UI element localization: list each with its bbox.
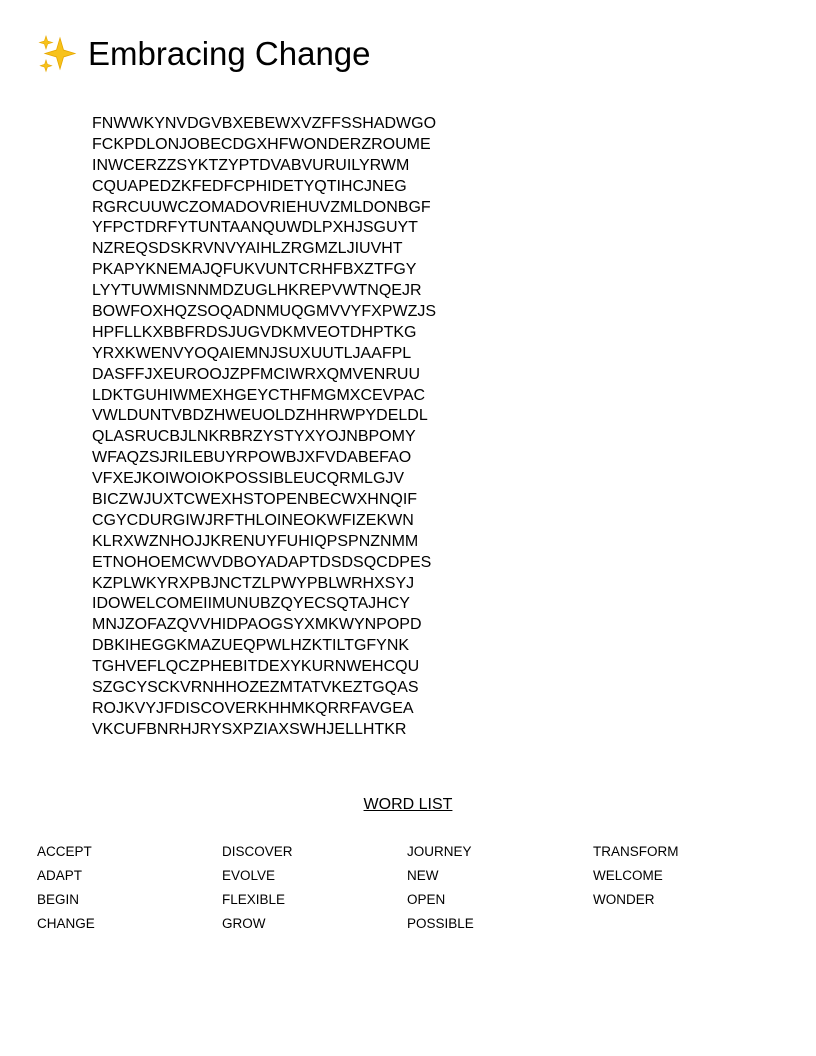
grid-row: ETNOHOEMCWVDBOYADAPTDSDSQCDPES bbox=[92, 553, 432, 571]
page-title-text: Embracing Change bbox=[88, 35, 371, 72]
word-list-item: GROW bbox=[222, 916, 266, 931]
word-list-item: ACCEPT bbox=[37, 844, 92, 859]
grid-row: NZREQSDSKRVNVYAIHLZRGMZLJIUVHT bbox=[92, 240, 403, 258]
word-list-item: OPEN bbox=[407, 892, 446, 907]
grid-row: RGRCUUWCZOMADOVRIEHUVZMLDONBGF bbox=[92, 198, 431, 216]
grid-row: WFAQZSJRILEBUYRPOWBJXFVDABEFAO bbox=[92, 449, 412, 467]
grid-row: VFXEJKOIWOIOKPOSSIBLEUCQRMLGJV bbox=[92, 470, 405, 488]
grid-row: KLRXWZNHOJJKRENUYFUHIQPSPNZNMM bbox=[92, 532, 419, 550]
grid-row: VKCUFBNRHJRYSXPZIAXSWHJELLHTKR bbox=[92, 720, 407, 738]
word-list-item: EVOLVE bbox=[222, 868, 276, 883]
word-list-item: ADAPT bbox=[37, 868, 83, 883]
grid-row: MNJZOFAZQVVHIDPAOGSYXMKWYNPOPD bbox=[92, 616, 422, 634]
grid-row: FCKPDLONJOBECDGXHFWONDERZROUME bbox=[92, 135, 431, 153]
word-list-item: NEW bbox=[407, 868, 439, 883]
grid-row: TGHVEFLQCZPHEBITDEXYKURNWEHCQU bbox=[92, 658, 420, 676]
word-list bbox=[37, 840, 797, 936]
grid-row: SZGCYSCKVRNHHOZEZMTATVKEZTGQAS bbox=[92, 679, 419, 697]
grid-row: QLASRUCBJLNKRBRZYSTYXYOJNBPOMY bbox=[92, 428, 416, 446]
sparkles-icon bbox=[36, 32, 80, 76]
grid-row: LDKTGUHIWMEXHGEYCTHFMGMXCEVPAC bbox=[92, 386, 426, 404]
grid-row: BICZWJUXTCWEXHSTOPENBECWXHNQIF bbox=[92, 491, 418, 509]
word-search-grid bbox=[92, 114, 722, 741]
word-list-item: WONDER bbox=[593, 892, 655, 907]
grid-row: DASFFJXEUROOJZPFMCIWRXQMVENRUU bbox=[92, 365, 420, 383]
word-list-item: POSSIBLE bbox=[407, 916, 474, 931]
grid-row: FNWWKYNVDGVBXEBEWXVZFFSSHADWGO bbox=[92, 115, 437, 132]
grid-row: KZPLWKYRXPBJNCTZLPWYPBLWRHXSYJ bbox=[92, 574, 415, 592]
word-list-item: BEGIN bbox=[37, 892, 80, 907]
grid-row: CQUAPEDZKFEDFCPHIDETYQTIHCJNEG bbox=[92, 177, 407, 195]
grid-row: VWLDUNTVBDZHWEUOLDZHHRWPYDELDL bbox=[92, 407, 428, 425]
page-title bbox=[36, 30, 371, 78]
word-list-item: DISCOVER bbox=[222, 844, 293, 859]
grid-row: INWCERZZSYKTZYPTDVABVURUILYRWM bbox=[92, 156, 410, 174]
grid-row: LYYTUWMISNNMDZUGLHKREPVWTNQEJR bbox=[92, 282, 422, 300]
grid-row: IDOWELCOMEIIMUNUBZQYECSQTAJHCY bbox=[92, 595, 410, 613]
grid-row: PKAPYKNEMAJQFUKVUNTCRHFBXZTFGY bbox=[92, 261, 417, 279]
word-list-item: FLEXIBLE bbox=[222, 892, 286, 907]
grid-row: BOWFOXHQZSOQADNMUQGMVVYFXPWZJS bbox=[92, 303, 437, 321]
grid-row: HPFLLKXBBFRDSJUGVDKMVEOTDHPTKG bbox=[92, 323, 417, 341]
grid-row: DBKIHEGGKMAZUEQPWLHZKTILTGFYNK bbox=[92, 637, 410, 655]
word-list-title: WORD LIST bbox=[363, 796, 453, 813]
word-list-item: JOURNEY bbox=[407, 844, 472, 859]
grid-row: YFPCTDRFYTUNTAANQUWDLPXHJSGUYT bbox=[92, 219, 418, 237]
word-list-item: CHANGE bbox=[37, 916, 95, 931]
grid-row: YRXKWENVYOQAIEMNJSUXUUTLJAAFPL bbox=[92, 344, 412, 362]
grid-row: ROJKVYJFDISCOVERKHHMKQRRFAVGEA bbox=[92, 699, 414, 717]
word-list-item: TRANSFORM bbox=[593, 844, 679, 859]
grid-row: CGYCDURGIWJRFTHLOINEOKWFIZEKWN bbox=[92, 511, 414, 529]
word-list-item: WELCOME bbox=[593, 868, 663, 883]
